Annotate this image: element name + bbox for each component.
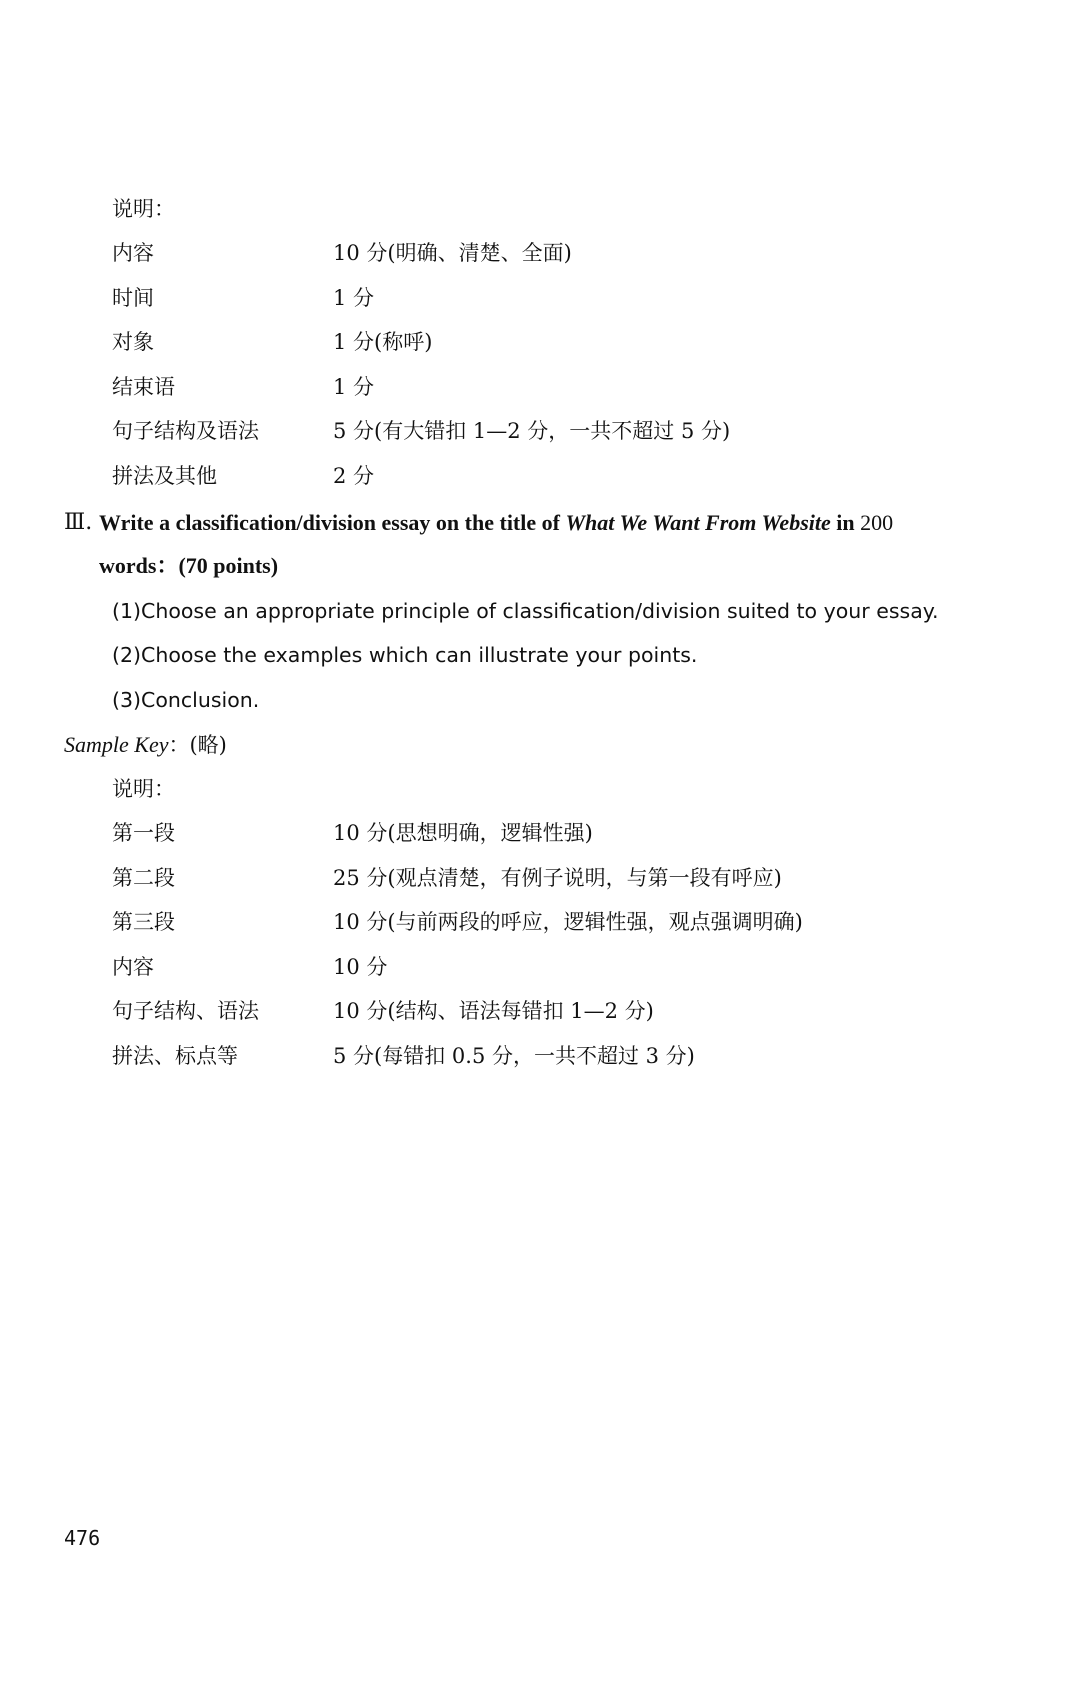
sample-key: [64, 732, 227, 758]
score-item-value: 1 分: [333, 286, 375, 310]
word-count: 200: [860, 510, 894, 535]
score-item-value: 10 分(与前两段的呼应，逻辑性强，观点强调明确): [333, 910, 803, 934]
score-item-value: 25 分(观点清楚，有例子说明，与第一段有呼应): [333, 866, 782, 890]
score-item-label: 句子结构及语法: [112, 419, 259, 443]
score-item-label: 拼法、标点等: [112, 1044, 238, 1068]
score-item-value: 1 分(称呼): [333, 330, 433, 354]
score-item-value: 2 分: [333, 464, 375, 488]
question-text-after: in: [830, 510, 861, 535]
score-item-value: 5 分(有大错扣 1—2 分，一共不超过 5 分): [333, 419, 731, 443]
question-points: words：(70 points): [99, 553, 279, 578]
sample-key-label: Sample Key: [64, 732, 169, 757]
score-item-value: 10 分(明确、清楚、全面): [333, 241, 572, 265]
question-number: Ⅲ.: [64, 510, 93, 535]
score-item-value: 10 分: [333, 955, 388, 979]
essay-title: What We Want From Website: [565, 510, 831, 535]
question-prompt: [99, 510, 1044, 536]
score-item-label: 对象: [112, 330, 154, 354]
score-item-label: 句子结构、语法: [112, 999, 259, 1023]
instruction-item: (1)Choose an appropriate principle of classification/division suited to your essay.: [112, 599, 939, 623]
score-item-value: 10 分(思想明确，逻辑性强): [333, 821, 593, 845]
score-item-label: 第二段: [112, 866, 175, 890]
score-item-label: 结束语: [112, 375, 175, 399]
question-text: Write a classification/division essay on the title of: [99, 510, 566, 535]
score-item-label: 第一段: [112, 821, 175, 845]
instruction-item: (3)Conclusion.: [112, 688, 260, 712]
instruction-item: (2)Choose the examples which can illustrate your points.: [112, 643, 698, 667]
score-item-value: 1 分: [333, 375, 375, 399]
note-label: 说明：: [112, 197, 175, 221]
note-label: 说明：: [112, 777, 175, 801]
score-item-label: 内容: [112, 955, 154, 979]
score-item-label: 时间: [112, 286, 154, 310]
sample-key-suffix: ：(略): [168, 733, 227, 757]
score-item-label: 第三段: [112, 910, 175, 934]
score-item-label: 拼法及其他: [112, 464, 217, 488]
score-item-value: 5 分(每错扣 0.5 分，一共不超过 3 分): [333, 1044, 695, 1068]
page-number: 476: [64, 1526, 101, 1550]
score-item-value: 10 分(结构、语法每错扣 1—2 分): [333, 999, 654, 1023]
score-item-label: 内容: [112, 241, 154, 265]
